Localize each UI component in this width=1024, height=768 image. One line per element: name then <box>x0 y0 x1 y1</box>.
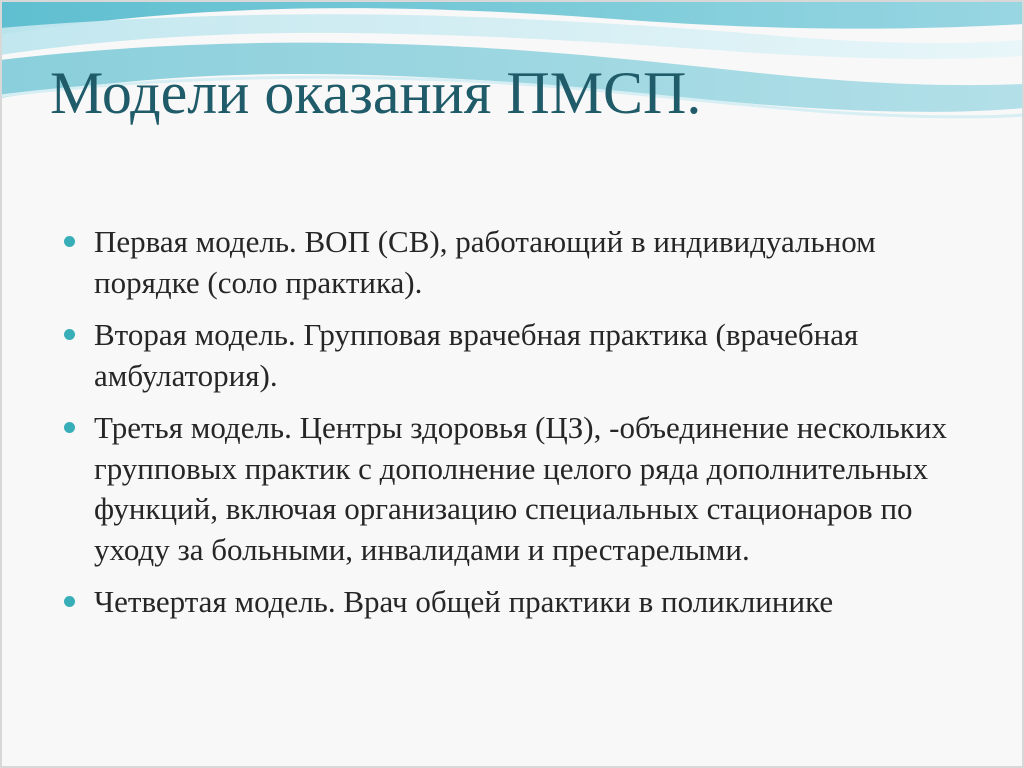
bullet-item-third-model <box>62 408 962 570</box>
bullet-list <box>62 222 962 635</box>
bullet-text: Вторая модель. Групповая врачебная практика (врачебная амбулатория). <box>94 317 859 393</box>
bullet-text: Первая модель. ВОП (СВ), работающий в индивидуальном порядке (соло практика). <box>94 224 876 300</box>
bullet-item-fourth-model <box>62 582 962 623</box>
bullet-dot-icon <box>64 236 75 247</box>
bullet-dot-icon <box>64 422 75 433</box>
bullet-dot-icon <box>64 329 75 340</box>
bullet-item-second-model <box>62 315 962 396</box>
slide-title: Модели оказания ПМСП. <box>50 60 702 126</box>
bullet-text: Третья модель. Центры здоровья (ЦЗ), -объединение нескольких групповых практик с дополнение целого ряда дополнительных функций, включая организацию специальных стационаров по уходу за больными, инвалидами и престарелыми. <box>94 410 947 567</box>
bullet-text: Четвертая модель. Врач общей практики в поликлинике <box>94 584 834 619</box>
bullet-item-first-model <box>62 222 962 303</box>
bullet-dot-icon <box>64 596 75 607</box>
